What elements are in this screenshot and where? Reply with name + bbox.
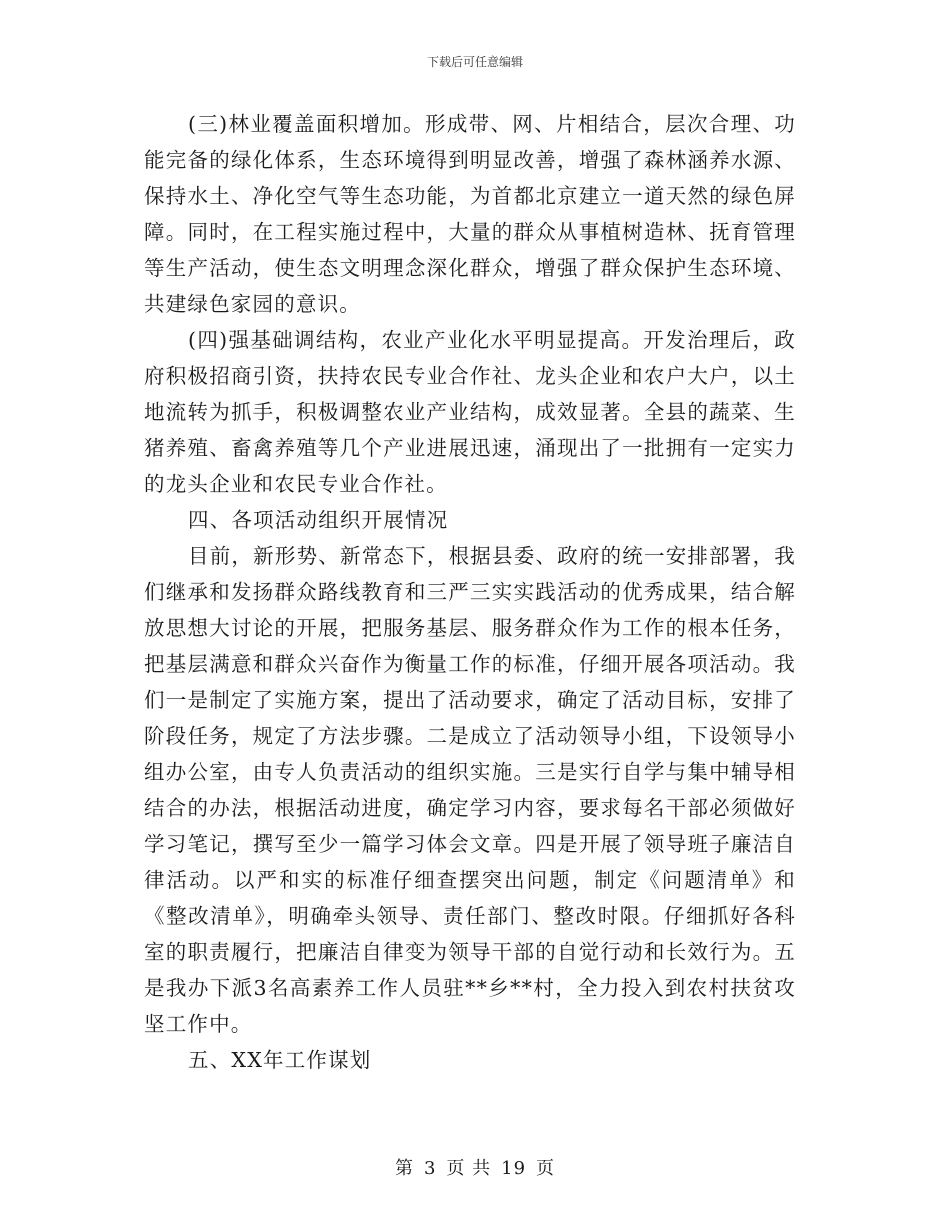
paragraph-activities: 目前，新形势、新常态下，根据县委、政府的统一安排部署，我们继承和发扬群众路线教育和三严三实实践活动的优秀成果，结合解放思想大讨论的开展，把服务基层、服务群众作为工作的根本任务，把基层满意和群众兴奋作为衡量工作的标准，仔细开展各项活动。我们一是制定了实施方案，提出了活动要求，确定了活动目标，安排了阶段任务，规定了方法步骤。二是成立了活动领导小组，下设领导小组办公室，由专人负责活动的组织实施。三是实行自学与集中辅导相结合的办法，根据活动进度，确定学习内容，要求每名干部必须做好学习笔记，撰写至少一篇学习体会文章。四是开展了领导班子廉洁自律活动。以严和实的标准仔细查摆突出问题，制定《问题清单》和《整改清单》，明确牵头领导、责任部门、整改时限。仔细抓好各科室的职责履行，把廉洁自律变为领导干部的自觉行动和长效行为。五是我办下派3名高素养工作人员驻**乡**村，全力投入到农村扶贫攻坚工作中。 xyxy=(144,544,796,1036)
header-note: 下载后可任意编辑 xyxy=(426,55,523,69)
section-heading-plan: 五、XX年工作谋划 xyxy=(188,1048,372,1072)
footer-page-number: 3 xyxy=(423,1158,437,1179)
paragraph-agriculture: (四)强基础调结构，农业产业化水平明显提高。开发治理后，政府积极招商引资，扶持农民专业合作社、龙头企业和农户大户，以土地流转为抓手，积极调整农业产业结构，成效显著。全县的蔬菜、生猪养殖、畜禽养殖等几个产业进展迅速，涌现出了一批拥有一定实力的龙头企业和农民专业合作社。 xyxy=(144,328,796,496)
footer-suffix: 页 xyxy=(536,1158,556,1179)
footer-prefix: 第 xyxy=(394,1158,414,1179)
section-heading-activities: 四、各项活动组织开展情况 xyxy=(188,508,449,532)
footer-total-pages: 19 xyxy=(501,1158,527,1179)
footer-mid: 页 共 xyxy=(446,1158,492,1179)
document-body xyxy=(144,106,796,1078)
page-number-footer xyxy=(0,1154,950,1180)
paragraph-forestry: (三)林业覆盖面积增加。形成带、网、片相结合，层次合理、功能完备的绿化体系，生态环境得到明显改善，增强了森林涵养水源、保持水土、净化空气等生态功能，为首都北京建立一道天然的绿色屏障。同时，在工程实施过程中，大量的群众从事植树造林、抚育管理等生产活动，使生态文明理念深化群众，增强了群众保护生态环境、共建绿色家园的意识。 xyxy=(144,112,796,316)
